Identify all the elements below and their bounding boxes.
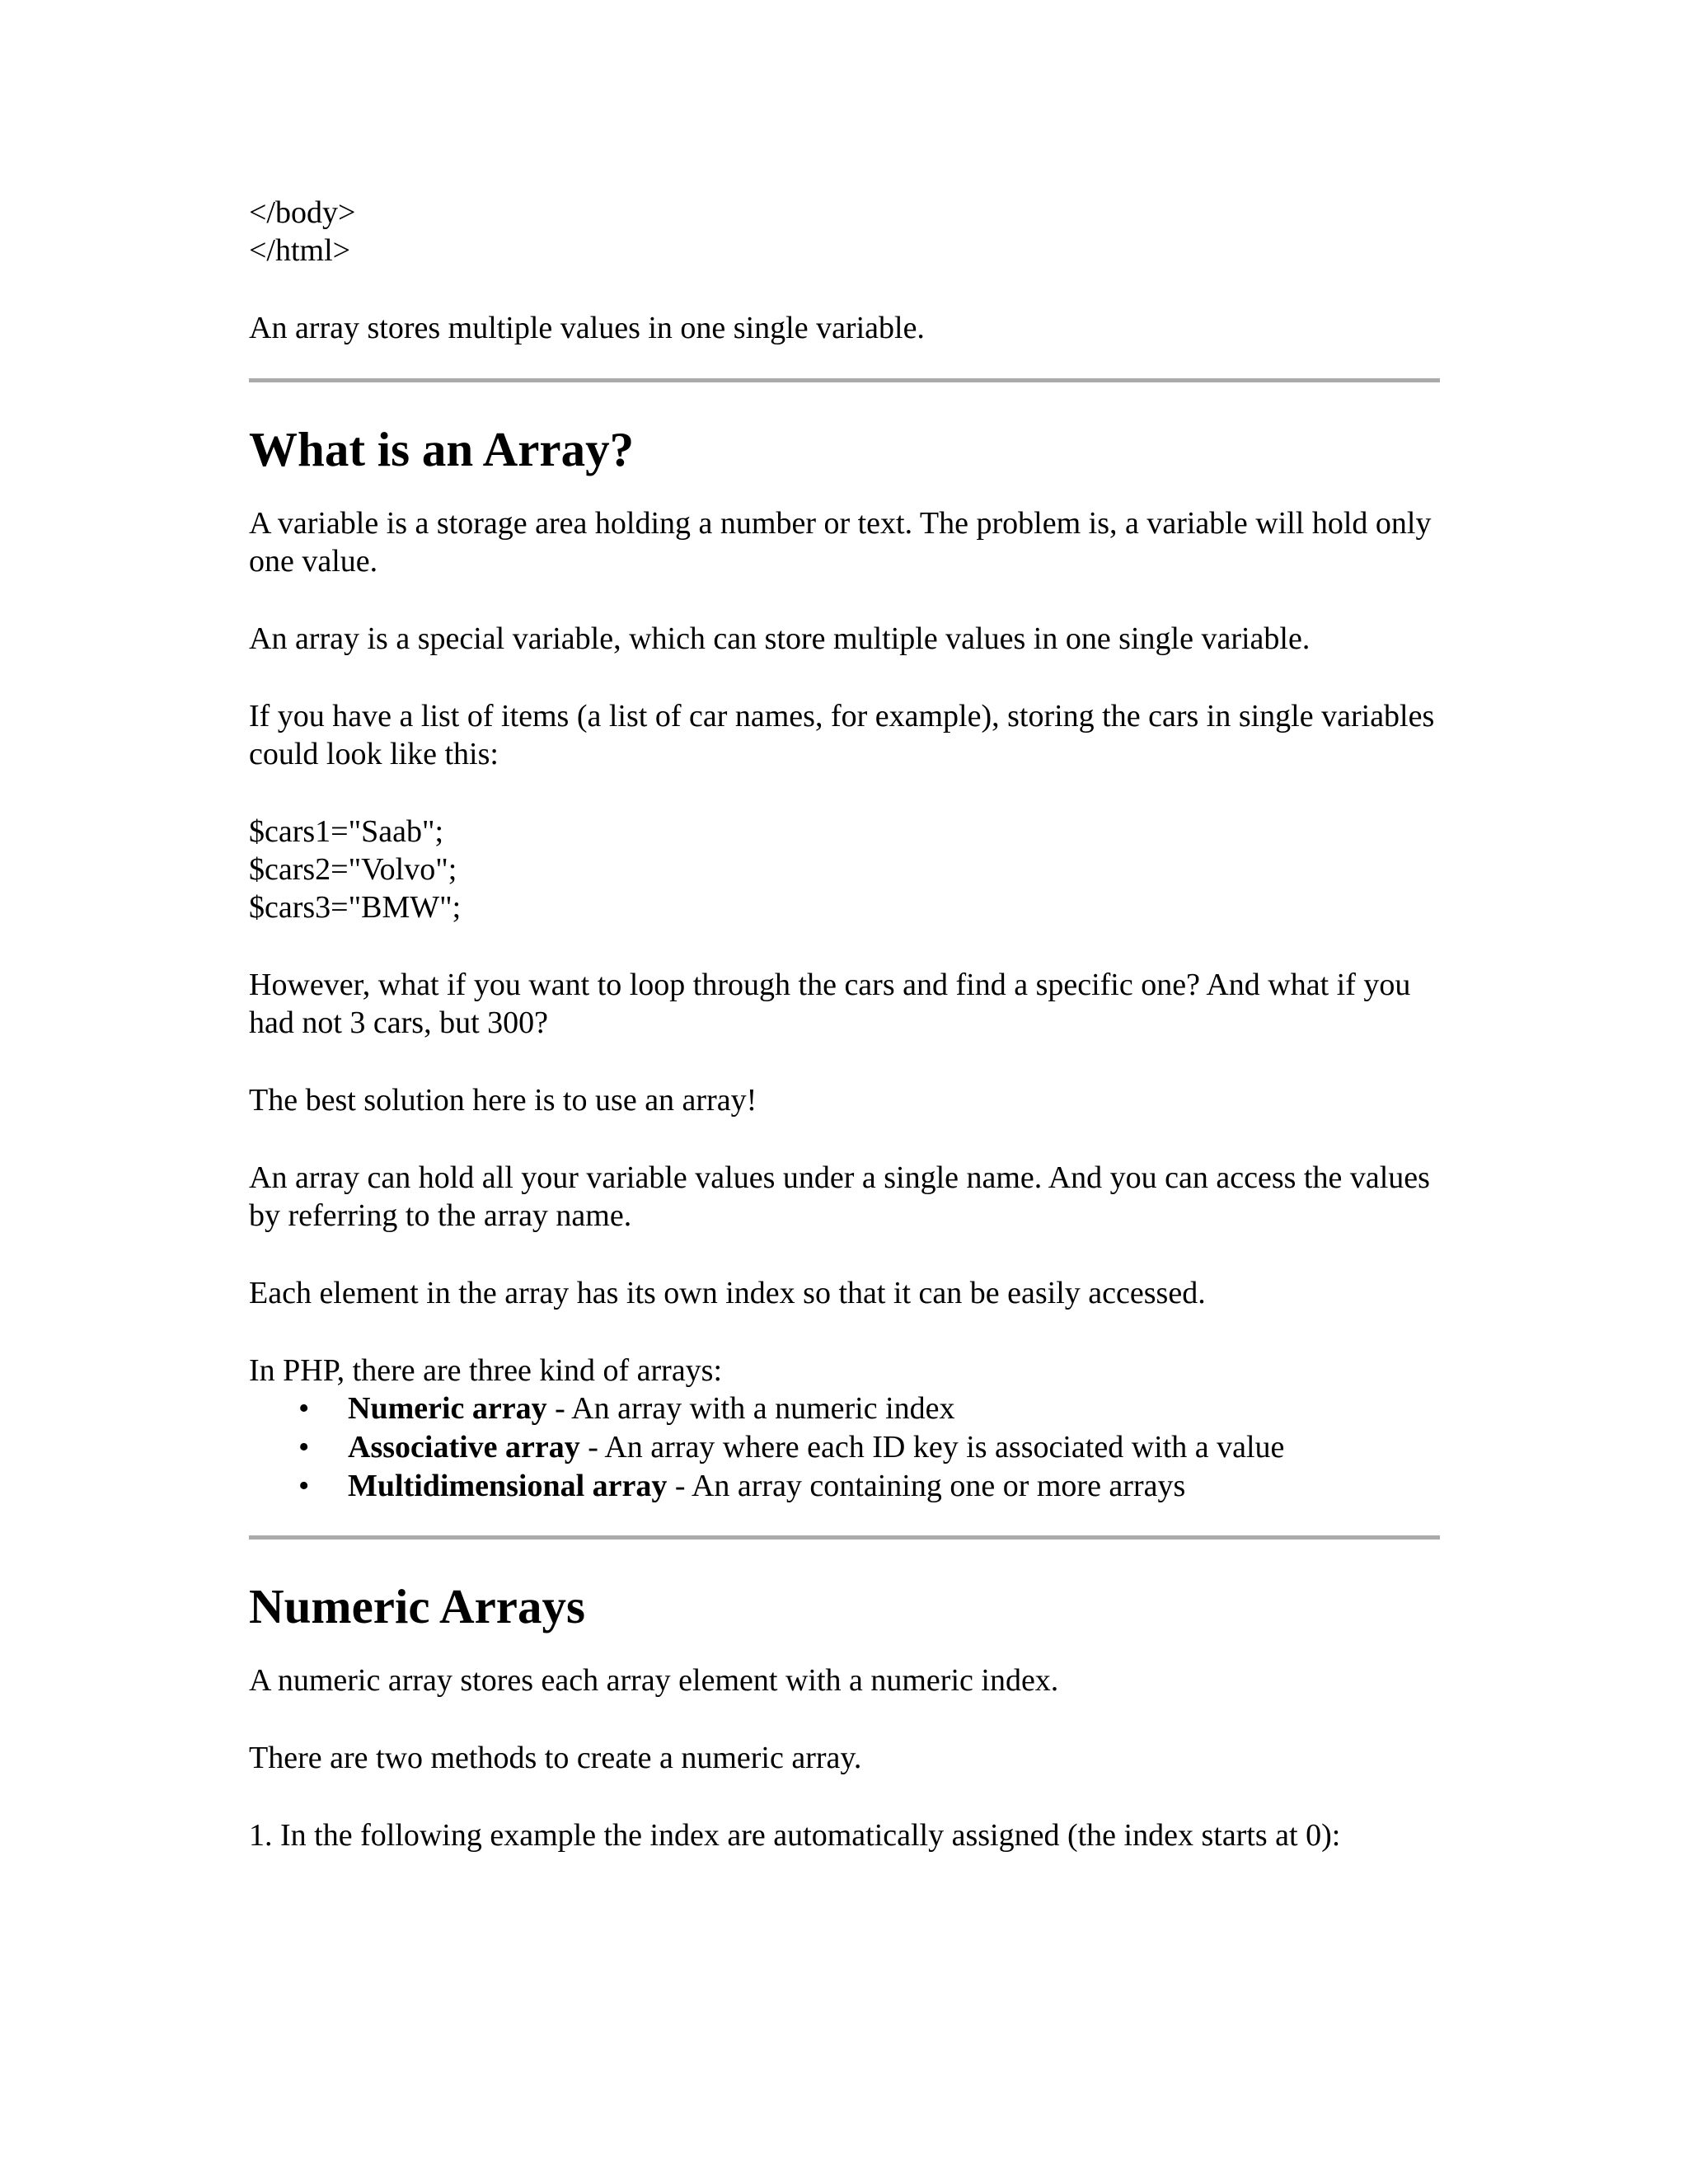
list-item	[249, 1467, 1440, 1506]
list-item-term: Numeric array	[348, 1391, 547, 1426]
bullet-icon: •	[298, 1430, 310, 1465]
list-item	[249, 1390, 1440, 1428]
horizontal-rule	[249, 1535, 1440, 1540]
section-heading-numeric-arrays: Numeric Arrays	[249, 1579, 585, 1633]
code-line: $cars2="Volvo";	[249, 852, 457, 887]
bullet-icon: •	[298, 1469, 310, 1503]
code-block	[249, 813, 1440, 926]
list-item	[249, 1428, 1440, 1467]
paragraph: An array can hold all your variable values under a single name. And you can access the values by referring to the array name.	[249, 1160, 1430, 1233]
paragraph: There are two methods to create a numeric array.	[249, 1741, 862, 1775]
array-kinds-list	[249, 1390, 1440, 1506]
bullet-icon: •	[298, 1391, 310, 1426]
paragraph: A variable is a storage area holding a number or text. The problem is, a variable will hold only one value.	[249, 506, 1432, 579]
paragraph: An array is a special variable, which can store multiple values in one single variable.	[249, 621, 1311, 656]
list-item-desc: - An array containing one or more arrays	[667, 1469, 1186, 1503]
intro-paragraph: An array stores multiple values in one single variable.	[249, 311, 925, 345]
list-item-desc: - An array where each ID key is associated with a value	[579, 1430, 1285, 1465]
horizontal-rule	[249, 378, 1440, 382]
section-heading-what-is-array: What is an Array?	[249, 422, 635, 476]
code-line: $cars1="Saab";	[249, 814, 444, 849]
list-item-term: Multidimensional array	[348, 1469, 668, 1503]
paragraph: If you have a list of items (a list of car names, for example), storing the cars in single variables could look like this:	[249, 699, 1435, 771]
paragraph: However, what if you want to loop through the cars and find a specific one? And what if you had not 3 cars, but 300?	[249, 968, 1411, 1040]
paragraph: In PHP, there are three kind of arrays:	[249, 1353, 723, 1388]
list-item-desc: - An array with a numeric index	[546, 1391, 955, 1426]
list-item-term: Associative array	[348, 1430, 580, 1465]
code-line-body-close: </body>	[249, 195, 356, 230]
paragraph: Each element in the array has its own index so that it can be easily accessed.	[249, 1276, 1206, 1310]
paragraph: 1. In the following example the index are automatically assigned (the index starts at 0):	[249, 1818, 1341, 1853]
paragraph: The best solution here is to use an array!	[249, 1083, 757, 1118]
paragraph: A numeric array stores each array element with a numeric index.	[249, 1663, 1059, 1698]
document-page	[249, 194, 1440, 1854]
code-line: $cars3="BMW";	[249, 890, 462, 925]
code-line-html-close: </html>	[249, 233, 351, 268]
